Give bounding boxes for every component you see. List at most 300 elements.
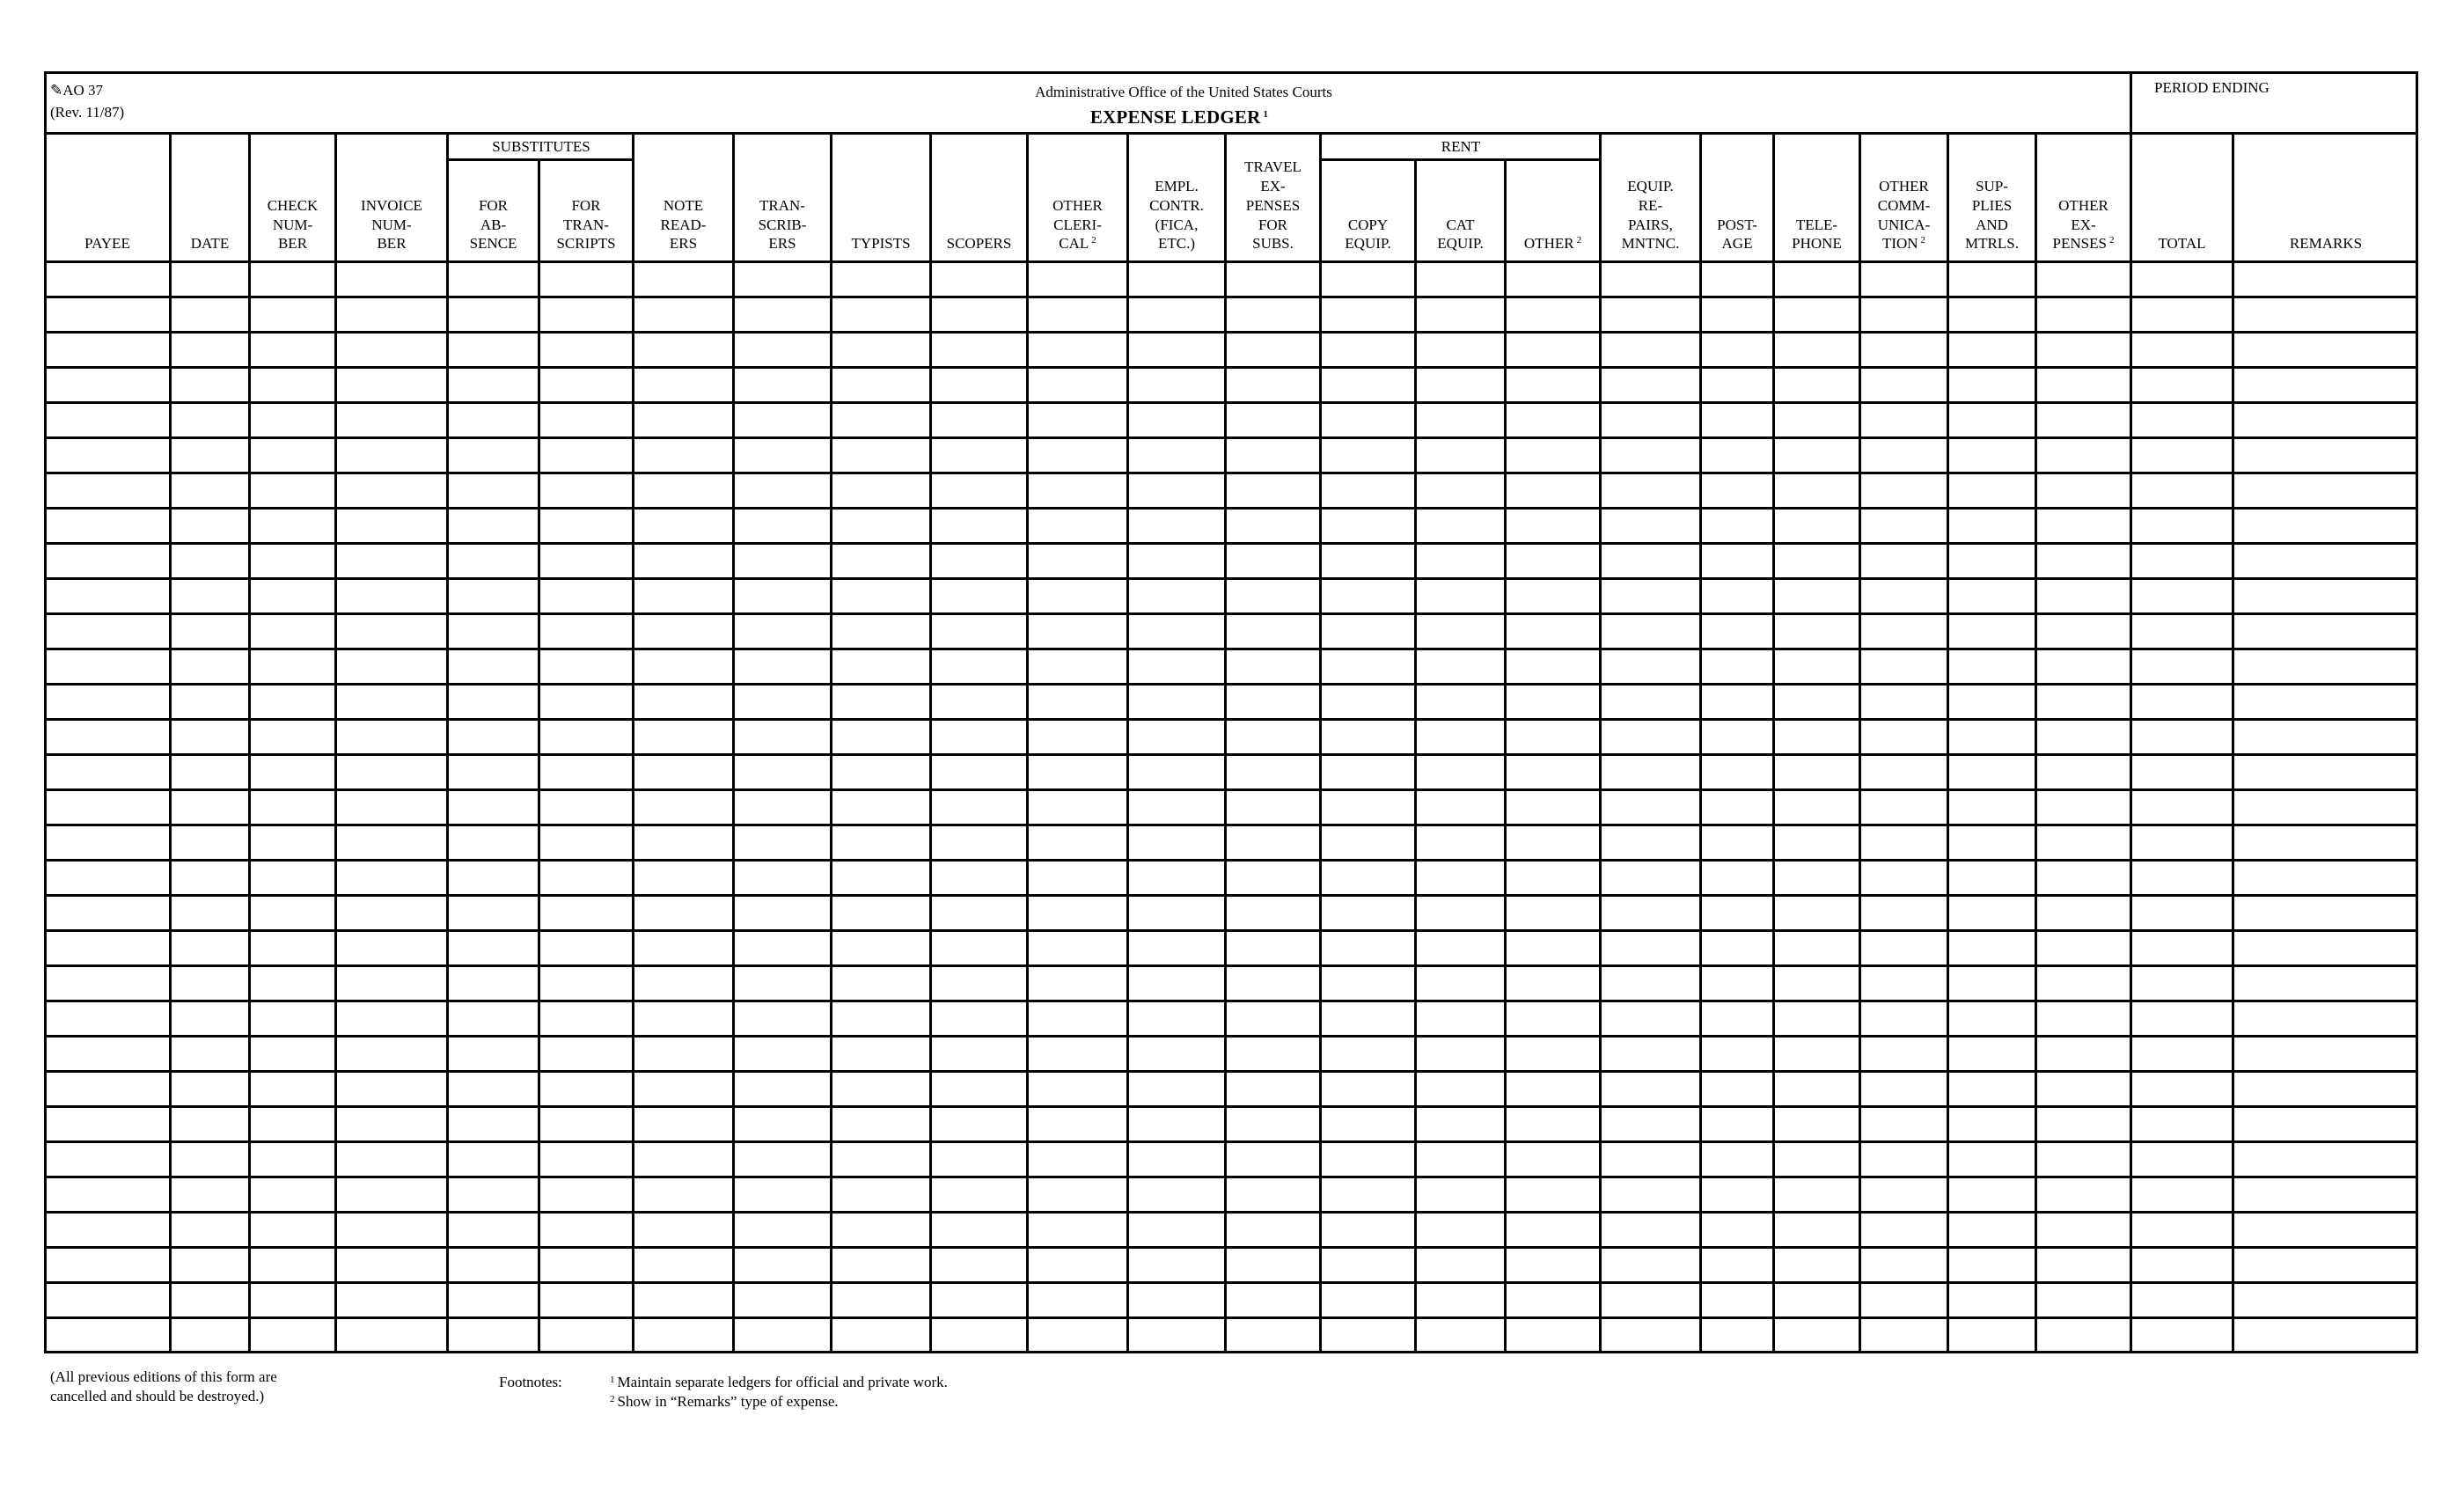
cell-other-clerical[interactable] <box>1029 1214 1126 1246</box>
cell-scopers[interactable] <box>932 615 1026 648</box>
cell-invoice-number[interactable] <box>337 369 446 401</box>
cell-telephone[interactable] <box>1775 1108 1859 1140</box>
cell-other-clerical[interactable] <box>1029 1002 1126 1035</box>
cell-cat-equip[interactable] <box>1417 1143 1504 1176</box>
cell-transcribers[interactable] <box>735 1002 830 1035</box>
cell-check-number[interactable] <box>251 1038 334 1070</box>
cell-rent-other[interactable] <box>1507 686 1599 718</box>
cell-transcribers[interactable] <box>735 1073 830 1105</box>
cell-equip-repairs[interactable] <box>1602 1319 1699 1352</box>
cell-telephone[interactable] <box>1775 756 1859 788</box>
cell-scopers[interactable] <box>932 1249 1026 1281</box>
cell-other-clerical[interactable] <box>1029 1038 1126 1070</box>
cell-travel-expenses[interactable] <box>1227 334 1319 366</box>
cell-copy-equip[interactable] <box>1322 826 1414 859</box>
cell-note-readers[interactable] <box>634 545 732 577</box>
cell-copy-equip[interactable] <box>1322 791 1414 824</box>
cell-other-expenses[interactable] <box>2037 826 2130 859</box>
cell-equip-repairs[interactable] <box>1602 756 1699 788</box>
cell-note-readers[interactable] <box>634 686 732 718</box>
cell-other-communication[interactable] <box>1861 1284 1947 1316</box>
cell-other-clerical[interactable] <box>1029 1178 1126 1211</box>
cell-remarks[interactable] <box>2234 650 2417 683</box>
cell-cat-equip[interactable] <box>1417 967 1504 1000</box>
cell-payee[interactable] <box>46 686 169 718</box>
cell-for-absence[interactable] <box>449 1143 538 1176</box>
cell-transcribers[interactable] <box>735 1249 830 1281</box>
cell-postage[interactable] <box>1702 369 1772 401</box>
cell-equip-repairs[interactable] <box>1602 1073 1699 1105</box>
cell-payee[interactable] <box>46 1178 169 1211</box>
cell-other-communication[interactable] <box>1861 1249 1947 1281</box>
cell-scopers[interactable] <box>932 650 1026 683</box>
cell-copy-equip[interactable] <box>1322 1143 1414 1176</box>
cell-empl-contr[interactable] <box>1129 404 1224 436</box>
cell-empl-contr[interactable] <box>1129 1284 1224 1316</box>
cell-remarks[interactable] <box>2234 1178 2417 1211</box>
cell-postage[interactable] <box>1702 1073 1772 1105</box>
cell-typists[interactable] <box>832 404 929 436</box>
cell-for-absence[interactable] <box>449 932 538 964</box>
cell-transcribers[interactable] <box>735 580 830 612</box>
cell-for-absence[interactable] <box>449 897 538 929</box>
cell-copy-equip[interactable] <box>1322 404 1414 436</box>
cell-cat-equip[interactable] <box>1417 826 1504 859</box>
cell-note-readers[interactable] <box>634 1002 732 1035</box>
cell-typists[interactable] <box>832 791 929 824</box>
cell-supplies[interactable] <box>1949 686 2035 718</box>
cell-empl-contr[interactable] <box>1129 1143 1224 1176</box>
cell-transcribers[interactable] <box>735 756 830 788</box>
cell-postage[interactable] <box>1702 263 1772 296</box>
cell-empl-contr[interactable] <box>1129 1108 1224 1140</box>
cell-other-clerical[interactable] <box>1029 650 1126 683</box>
cell-transcribers[interactable] <box>735 439 830 472</box>
cell-typists[interactable] <box>832 686 929 718</box>
cell-supplies[interactable] <box>1949 897 2035 929</box>
cell-supplies[interactable] <box>1949 298 2035 331</box>
cell-equip-repairs[interactable] <box>1602 510 1699 542</box>
cell-for-absence[interactable] <box>449 580 538 612</box>
cell-invoice-number[interactable] <box>337 1038 446 1070</box>
cell-other-communication[interactable] <box>1861 334 1947 366</box>
cell-other-clerical[interactable] <box>1029 897 1126 929</box>
cell-payee[interactable] <box>46 897 169 929</box>
cell-remarks[interactable] <box>2234 1284 2417 1316</box>
cell-supplies[interactable] <box>1949 1214 2035 1246</box>
cell-travel-expenses[interactable] <box>1227 1249 1319 1281</box>
cell-other-clerical[interactable] <box>1029 1249 1126 1281</box>
cell-equip-repairs[interactable] <box>1602 862 1699 894</box>
cell-telephone[interactable] <box>1775 404 1859 436</box>
cell-for-transcripts[interactable] <box>540 1319 632 1352</box>
cell-empl-contr[interactable] <box>1129 334 1224 366</box>
cell-note-readers[interactable] <box>634 756 732 788</box>
cell-typists[interactable] <box>832 334 929 366</box>
cell-date[interactable] <box>172 686 248 718</box>
cell-total[interactable] <box>2132 545 2232 577</box>
cell-other-expenses[interactable] <box>2037 263 2130 296</box>
cell-check-number[interactable] <box>251 862 334 894</box>
cell-supplies[interactable] <box>1949 580 2035 612</box>
cell-other-clerical[interactable] <box>1029 474 1126 507</box>
cell-for-absence[interactable] <box>449 369 538 401</box>
cell-remarks[interactable] <box>2234 791 2417 824</box>
cell-travel-expenses[interactable] <box>1227 650 1319 683</box>
cell-postage[interactable] <box>1702 967 1772 1000</box>
cell-for-absence[interactable] <box>449 510 538 542</box>
cell-other-communication[interactable] <box>1861 791 1947 824</box>
cell-empl-contr[interactable] <box>1129 862 1224 894</box>
cell-for-transcripts[interactable] <box>540 263 632 296</box>
cell-other-clerical[interactable] <box>1029 721 1126 753</box>
cell-travel-expenses[interactable] <box>1227 1178 1319 1211</box>
cell-supplies[interactable] <box>1949 404 2035 436</box>
cell-remarks[interactable] <box>2234 404 2417 436</box>
cell-for-absence[interactable] <box>449 474 538 507</box>
cell-remarks[interactable] <box>2234 334 2417 366</box>
cell-note-readers[interactable] <box>634 510 732 542</box>
cell-other-expenses[interactable] <box>2037 1319 2130 1352</box>
cell-scopers[interactable] <box>932 334 1026 366</box>
cell-transcribers[interactable] <box>735 263 830 296</box>
cell-other-clerical[interactable] <box>1029 1073 1126 1105</box>
cell-telephone[interactable] <box>1775 897 1859 929</box>
cell-other-clerical[interactable] <box>1029 439 1126 472</box>
cell-rent-other[interactable] <box>1507 1249 1599 1281</box>
cell-empl-contr[interactable] <box>1129 1002 1224 1035</box>
cell-cat-equip[interactable] <box>1417 263 1504 296</box>
cell-other-expenses[interactable] <box>2037 791 2130 824</box>
cell-typists[interactable] <box>832 1143 929 1176</box>
cell-empl-contr[interactable] <box>1129 369 1224 401</box>
cell-remarks[interactable] <box>2234 1143 2417 1176</box>
cell-scopers[interactable] <box>932 1319 1026 1352</box>
cell-copy-equip[interactable] <box>1322 474 1414 507</box>
cell-copy-equip[interactable] <box>1322 1319 1414 1352</box>
cell-other-expenses[interactable] <box>2037 1073 2130 1105</box>
cell-transcribers[interactable] <box>735 404 830 436</box>
cell-other-communication[interactable] <box>1861 826 1947 859</box>
cell-total[interactable] <box>2132 1073 2232 1105</box>
cell-invoice-number[interactable] <box>337 932 446 964</box>
cell-postage[interactable] <box>1702 1319 1772 1352</box>
cell-date[interactable] <box>172 1319 248 1352</box>
cell-equip-repairs[interactable] <box>1602 298 1699 331</box>
cell-for-absence[interactable] <box>449 967 538 1000</box>
cell-telephone[interactable] <box>1775 474 1859 507</box>
cell-typists[interactable] <box>832 897 929 929</box>
cell-note-readers[interactable] <box>634 263 732 296</box>
cell-note-readers[interactable] <box>634 967 732 1000</box>
cell-remarks[interactable] <box>2234 932 2417 964</box>
cell-telephone[interactable] <box>1775 510 1859 542</box>
cell-other-expenses[interactable] <box>2037 1038 2130 1070</box>
cell-payee[interactable] <box>46 967 169 1000</box>
cell-remarks[interactable] <box>2234 474 2417 507</box>
cell-transcribers[interactable] <box>735 1284 830 1316</box>
cell-telephone[interactable] <box>1775 1002 1859 1035</box>
cell-typists[interactable] <box>832 1038 929 1070</box>
cell-for-transcripts[interactable] <box>540 1178 632 1211</box>
cell-equip-repairs[interactable] <box>1602 439 1699 472</box>
cell-other-communication[interactable] <box>1861 897 1947 929</box>
cell-cat-equip[interactable] <box>1417 1038 1504 1070</box>
cell-note-readers[interactable] <box>634 1143 732 1176</box>
cell-rent-other[interactable] <box>1507 1214 1599 1246</box>
cell-note-readers[interactable] <box>634 404 732 436</box>
cell-supplies[interactable] <box>1949 967 2035 1000</box>
cell-other-communication[interactable] <box>1861 1214 1947 1246</box>
cell-empl-contr[interactable] <box>1129 721 1224 753</box>
cell-other-expenses[interactable] <box>2037 862 2130 894</box>
cell-equip-repairs[interactable] <box>1602 1143 1699 1176</box>
cell-remarks[interactable] <box>2234 369 2417 401</box>
cell-postage[interactable] <box>1702 650 1772 683</box>
cell-transcribers[interactable] <box>735 686 830 718</box>
cell-scopers[interactable] <box>932 1143 1026 1176</box>
cell-check-number[interactable] <box>251 967 334 1000</box>
cell-copy-equip[interactable] <box>1322 897 1414 929</box>
cell-other-clerical[interactable] <box>1029 826 1126 859</box>
cell-rent-other[interactable] <box>1507 721 1599 753</box>
cell-supplies[interactable] <box>1949 615 2035 648</box>
cell-telephone[interactable] <box>1775 686 1859 718</box>
cell-remarks[interactable] <box>2234 298 2417 331</box>
cell-travel-expenses[interactable] <box>1227 474 1319 507</box>
cell-equip-repairs[interactable] <box>1602 791 1699 824</box>
cell-typists[interactable] <box>832 439 929 472</box>
cell-other-expenses[interactable] <box>2037 1002 2130 1035</box>
cell-typists[interactable] <box>832 650 929 683</box>
cell-date[interactable] <box>172 1002 248 1035</box>
cell-note-readers[interactable] <box>634 615 732 648</box>
cell-equip-repairs[interactable] <box>1602 404 1699 436</box>
cell-other-clerical[interactable] <box>1029 510 1126 542</box>
cell-telephone[interactable] <box>1775 967 1859 1000</box>
cell-transcribers[interactable] <box>735 474 830 507</box>
cell-equip-repairs[interactable] <box>1602 1249 1699 1281</box>
cell-supplies[interactable] <box>1949 1143 2035 1176</box>
cell-payee[interactable] <box>46 404 169 436</box>
cell-equip-repairs[interactable] <box>1602 967 1699 1000</box>
cell-invoice-number[interactable] <box>337 862 446 894</box>
cell-equip-repairs[interactable] <box>1602 1002 1699 1035</box>
cell-other-expenses[interactable] <box>2037 1178 2130 1211</box>
cell-equip-repairs[interactable] <box>1602 1178 1699 1211</box>
cell-for-absence[interactable] <box>449 1249 538 1281</box>
cell-telephone[interactable] <box>1775 1249 1859 1281</box>
cell-transcribers[interactable] <box>735 298 830 331</box>
cell-typists[interactable] <box>832 721 929 753</box>
cell-total[interactable] <box>2132 263 2232 296</box>
cell-supplies[interactable] <box>1949 932 2035 964</box>
cell-rent-other[interactable] <box>1507 826 1599 859</box>
cell-payee[interactable] <box>46 545 169 577</box>
cell-invoice-number[interactable] <box>337 334 446 366</box>
cell-remarks[interactable] <box>2234 439 2417 472</box>
cell-telephone[interactable] <box>1775 369 1859 401</box>
cell-other-expenses[interactable] <box>2037 1249 2130 1281</box>
cell-date[interactable] <box>172 1073 248 1105</box>
cell-supplies[interactable] <box>1949 791 2035 824</box>
cell-scopers[interactable] <box>932 1108 1026 1140</box>
cell-copy-equip[interactable] <box>1322 862 1414 894</box>
cell-scopers[interactable] <box>932 826 1026 859</box>
cell-equip-repairs[interactable] <box>1602 1038 1699 1070</box>
cell-scopers[interactable] <box>932 1214 1026 1246</box>
cell-note-readers[interactable] <box>634 1178 732 1211</box>
cell-for-transcripts[interactable] <box>540 404 632 436</box>
cell-invoice-number[interactable] <box>337 1002 446 1035</box>
cell-date[interactable] <box>172 826 248 859</box>
cell-payee[interactable] <box>46 615 169 648</box>
cell-telephone[interactable] <box>1775 615 1859 648</box>
cell-supplies[interactable] <box>1949 1038 2035 1070</box>
cell-total[interactable] <box>2132 1249 2232 1281</box>
cell-for-absence[interactable] <box>449 721 538 753</box>
cell-copy-equip[interactable] <box>1322 580 1414 612</box>
cell-scopers[interactable] <box>932 439 1026 472</box>
cell-for-transcripts[interactable] <box>540 791 632 824</box>
cell-other-expenses[interactable] <box>2037 615 2130 648</box>
cell-typists[interactable] <box>832 1002 929 1035</box>
cell-check-number[interactable] <box>251 369 334 401</box>
cell-telephone[interactable] <box>1775 1319 1859 1352</box>
cell-postage[interactable] <box>1702 897 1772 929</box>
cell-typists[interactable] <box>832 1178 929 1211</box>
cell-total[interactable] <box>2132 756 2232 788</box>
cell-for-transcripts[interactable] <box>540 474 632 507</box>
cell-telephone[interactable] <box>1775 721 1859 753</box>
cell-invoice-number[interactable] <box>337 263 446 296</box>
cell-empl-contr[interactable] <box>1129 897 1224 929</box>
cell-cat-equip[interactable] <box>1417 1319 1504 1352</box>
cell-for-absence[interactable] <box>449 545 538 577</box>
cell-remarks[interactable] <box>2234 967 2417 1000</box>
cell-other-communication[interactable] <box>1861 862 1947 894</box>
cell-remarks[interactable] <box>2234 756 2417 788</box>
cell-other-expenses[interactable] <box>2037 1143 2130 1176</box>
cell-other-clerical[interactable] <box>1029 404 1126 436</box>
cell-for-transcripts[interactable] <box>540 1002 632 1035</box>
cell-for-absence[interactable] <box>449 1002 538 1035</box>
cell-for-absence[interactable] <box>449 439 538 472</box>
cell-rent-other[interactable] <box>1507 263 1599 296</box>
cell-transcribers[interactable] <box>735 545 830 577</box>
cell-for-absence[interactable] <box>449 1214 538 1246</box>
cell-telephone[interactable] <box>1775 545 1859 577</box>
cell-other-communication[interactable] <box>1861 1319 1947 1352</box>
cell-other-clerical[interactable] <box>1029 1143 1126 1176</box>
cell-invoice-number[interactable] <box>337 897 446 929</box>
cell-rent-other[interactable] <box>1507 580 1599 612</box>
cell-other-clerical[interactable] <box>1029 1319 1126 1352</box>
cell-check-number[interactable] <box>251 650 334 683</box>
cell-date[interactable] <box>172 897 248 929</box>
cell-invoice-number[interactable] <box>337 756 446 788</box>
cell-travel-expenses[interactable] <box>1227 298 1319 331</box>
cell-total[interactable] <box>2132 474 2232 507</box>
cell-telephone[interactable] <box>1775 439 1859 472</box>
cell-rent-other[interactable] <box>1507 1073 1599 1105</box>
cell-other-clerical[interactable] <box>1029 686 1126 718</box>
cell-cat-equip[interactable] <box>1417 580 1504 612</box>
cell-check-number[interactable] <box>251 686 334 718</box>
cell-payee[interactable] <box>46 510 169 542</box>
cell-for-transcripts[interactable] <box>540 1214 632 1246</box>
cell-other-expenses[interactable] <box>2037 897 2130 929</box>
cell-equip-repairs[interactable] <box>1602 1108 1699 1140</box>
cell-supplies[interactable] <box>1949 721 2035 753</box>
cell-for-absence[interactable] <box>449 1284 538 1316</box>
cell-supplies[interactable] <box>1949 826 2035 859</box>
cell-remarks[interactable] <box>2234 686 2417 718</box>
cell-total[interactable] <box>2132 862 2232 894</box>
cell-note-readers[interactable] <box>634 334 732 366</box>
cell-telephone[interactable] <box>1775 1178 1859 1211</box>
cell-invoice-number[interactable] <box>337 1214 446 1246</box>
cell-scopers[interactable] <box>932 686 1026 718</box>
cell-cat-equip[interactable] <box>1417 932 1504 964</box>
cell-remarks[interactable] <box>2234 721 2417 753</box>
cell-scopers[interactable] <box>932 263 1026 296</box>
cell-remarks[interactable] <box>2234 263 2417 296</box>
cell-travel-expenses[interactable] <box>1227 756 1319 788</box>
cell-typists[interactable] <box>832 862 929 894</box>
cell-other-communication[interactable] <box>1861 263 1947 296</box>
cell-total[interactable] <box>2132 967 2232 1000</box>
cell-other-communication[interactable] <box>1861 404 1947 436</box>
cell-other-communication[interactable] <box>1861 369 1947 401</box>
cell-date[interactable] <box>172 862 248 894</box>
cell-for-absence[interactable] <box>449 298 538 331</box>
cell-equip-repairs[interactable] <box>1602 721 1699 753</box>
cell-invoice-number[interactable] <box>337 650 446 683</box>
cell-copy-equip[interactable] <box>1322 932 1414 964</box>
cell-for-absence[interactable] <box>449 862 538 894</box>
cell-payee[interactable] <box>46 932 169 964</box>
cell-empl-contr[interactable] <box>1129 1319 1224 1352</box>
cell-date[interactable] <box>172 791 248 824</box>
cell-note-readers[interactable] <box>634 826 732 859</box>
cell-check-number[interactable] <box>251 439 334 472</box>
cell-postage[interactable] <box>1702 1284 1772 1316</box>
cell-supplies[interactable] <box>1949 650 2035 683</box>
cell-empl-contr[interactable] <box>1129 756 1224 788</box>
cell-postage[interactable] <box>1702 1249 1772 1281</box>
cell-check-number[interactable] <box>251 263 334 296</box>
cell-typists[interactable] <box>832 1214 929 1246</box>
cell-rent-other[interactable] <box>1507 404 1599 436</box>
cell-postage[interactable] <box>1702 298 1772 331</box>
cell-travel-expenses[interactable] <box>1227 1143 1319 1176</box>
cell-for-transcripts[interactable] <box>540 510 632 542</box>
cell-travel-expenses[interactable] <box>1227 1214 1319 1246</box>
cell-note-readers[interactable] <box>634 474 732 507</box>
cell-total[interactable] <box>2132 650 2232 683</box>
cell-total[interactable] <box>2132 1178 2232 1211</box>
cell-note-readers[interactable] <box>634 862 732 894</box>
cell-empl-contr[interactable] <box>1129 474 1224 507</box>
cell-for-absence[interactable] <box>449 756 538 788</box>
cell-for-transcripts[interactable] <box>540 439 632 472</box>
cell-copy-equip[interactable] <box>1322 1073 1414 1105</box>
cell-cat-equip[interactable] <box>1417 862 1504 894</box>
cell-total[interactable] <box>2132 369 2232 401</box>
cell-cat-equip[interactable] <box>1417 404 1504 436</box>
cell-supplies[interactable] <box>1949 1002 2035 1035</box>
